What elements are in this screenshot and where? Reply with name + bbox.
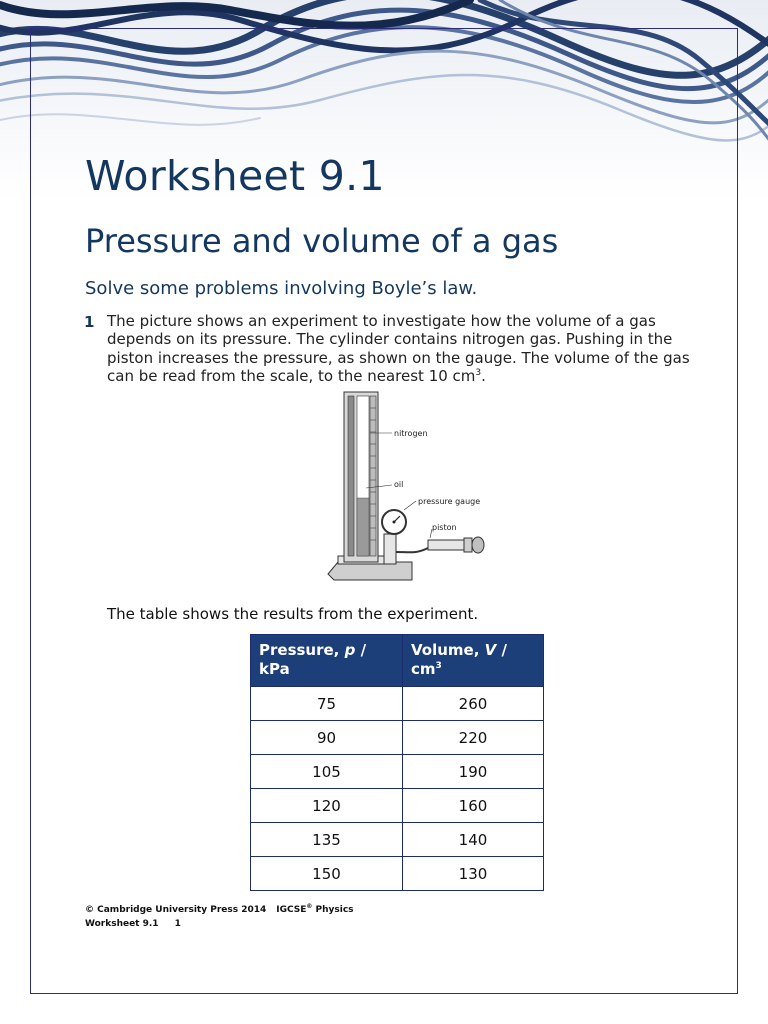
header-pressure-var: p (344, 641, 356, 659)
question-text-superscript: 3 (475, 367, 482, 378)
cell-pressure: 120 (251, 789, 403, 823)
question-text-end: . (481, 366, 486, 385)
label-nitrogen: nitrogen (394, 429, 428, 438)
header-volume-unit: / cm (411, 641, 507, 678)
footer-course: IGCSE (276, 905, 307, 915)
cell-volume: 140 (403, 823, 544, 857)
label-oil: oil (394, 480, 404, 489)
table-header-row (251, 635, 544, 687)
footer-line-2 (85, 917, 354, 931)
footer-copyright: © Cambridge University Press 2014 (85, 905, 267, 915)
cell-volume: 160 (403, 789, 544, 823)
header-pressure (251, 635, 403, 687)
page-footer (85, 903, 354, 931)
cell-pressure: 75 (251, 687, 403, 721)
cell-pressure: 135 (251, 823, 403, 857)
boyles-law-apparatus-figure (320, 388, 495, 594)
cell-volume: 260 (403, 687, 544, 721)
question-text (107, 312, 707, 385)
results-table (250, 634, 544, 891)
cell-volume: 190 (403, 755, 544, 789)
question-number: 1 (84, 313, 95, 331)
cell-pressure: 150 (251, 857, 403, 891)
cell-volume: 130 (403, 857, 544, 891)
header-volume-var: V (484, 641, 497, 659)
worksheet-subtitle: Pressure and volume of a gas (85, 222, 559, 260)
gauge-assembly (382, 510, 406, 564)
footer-page-number: 1 (174, 919, 181, 929)
worksheet-intro: Solve some problems involving Boyle’s law. (85, 278, 478, 299)
table-intro: The table shows the results from the experiment. (107, 605, 479, 623)
pump-and-piston (396, 537, 484, 553)
footer-worksheet: Worksheet 9.1 (85, 919, 159, 929)
table-row (251, 755, 544, 789)
table-row (251, 857, 544, 891)
footer-course-subject: Physics (312, 905, 354, 915)
cell-pressure: 90 (251, 721, 403, 755)
footer-course-sup: ® (306, 903, 313, 910)
header-volume (403, 635, 544, 687)
label-piston: piston (432, 523, 457, 532)
header-pressure-unit: / kPa (259, 641, 367, 678)
cell-volume: 220 (403, 721, 544, 755)
cell-pressure: 105 (251, 755, 403, 789)
measuring-column (344, 392, 378, 562)
worksheet-title: Worksheet 9.1 (85, 152, 385, 200)
header-pressure-text: Pressure, (259, 641, 345, 659)
question-text-body: The picture shows an experiment to investigate how the volume of a gas depends on its pressure. The cylinder contains nitrogen gas. Pushing in the piston increases the pressure, as shown on the gauge. The volume of the gas can be read from the scale, to the nearest 10 cm (107, 312, 690, 385)
header-volume-text: Volume, (411, 641, 485, 659)
table-row (251, 687, 544, 721)
table-row (251, 789, 544, 823)
table-row (251, 823, 544, 857)
table-row (251, 721, 544, 755)
header-volume-sup: 3 (435, 661, 442, 671)
footer-line-1 (85, 903, 354, 917)
label-pressure-gauge: pressure gauge (418, 497, 481, 506)
